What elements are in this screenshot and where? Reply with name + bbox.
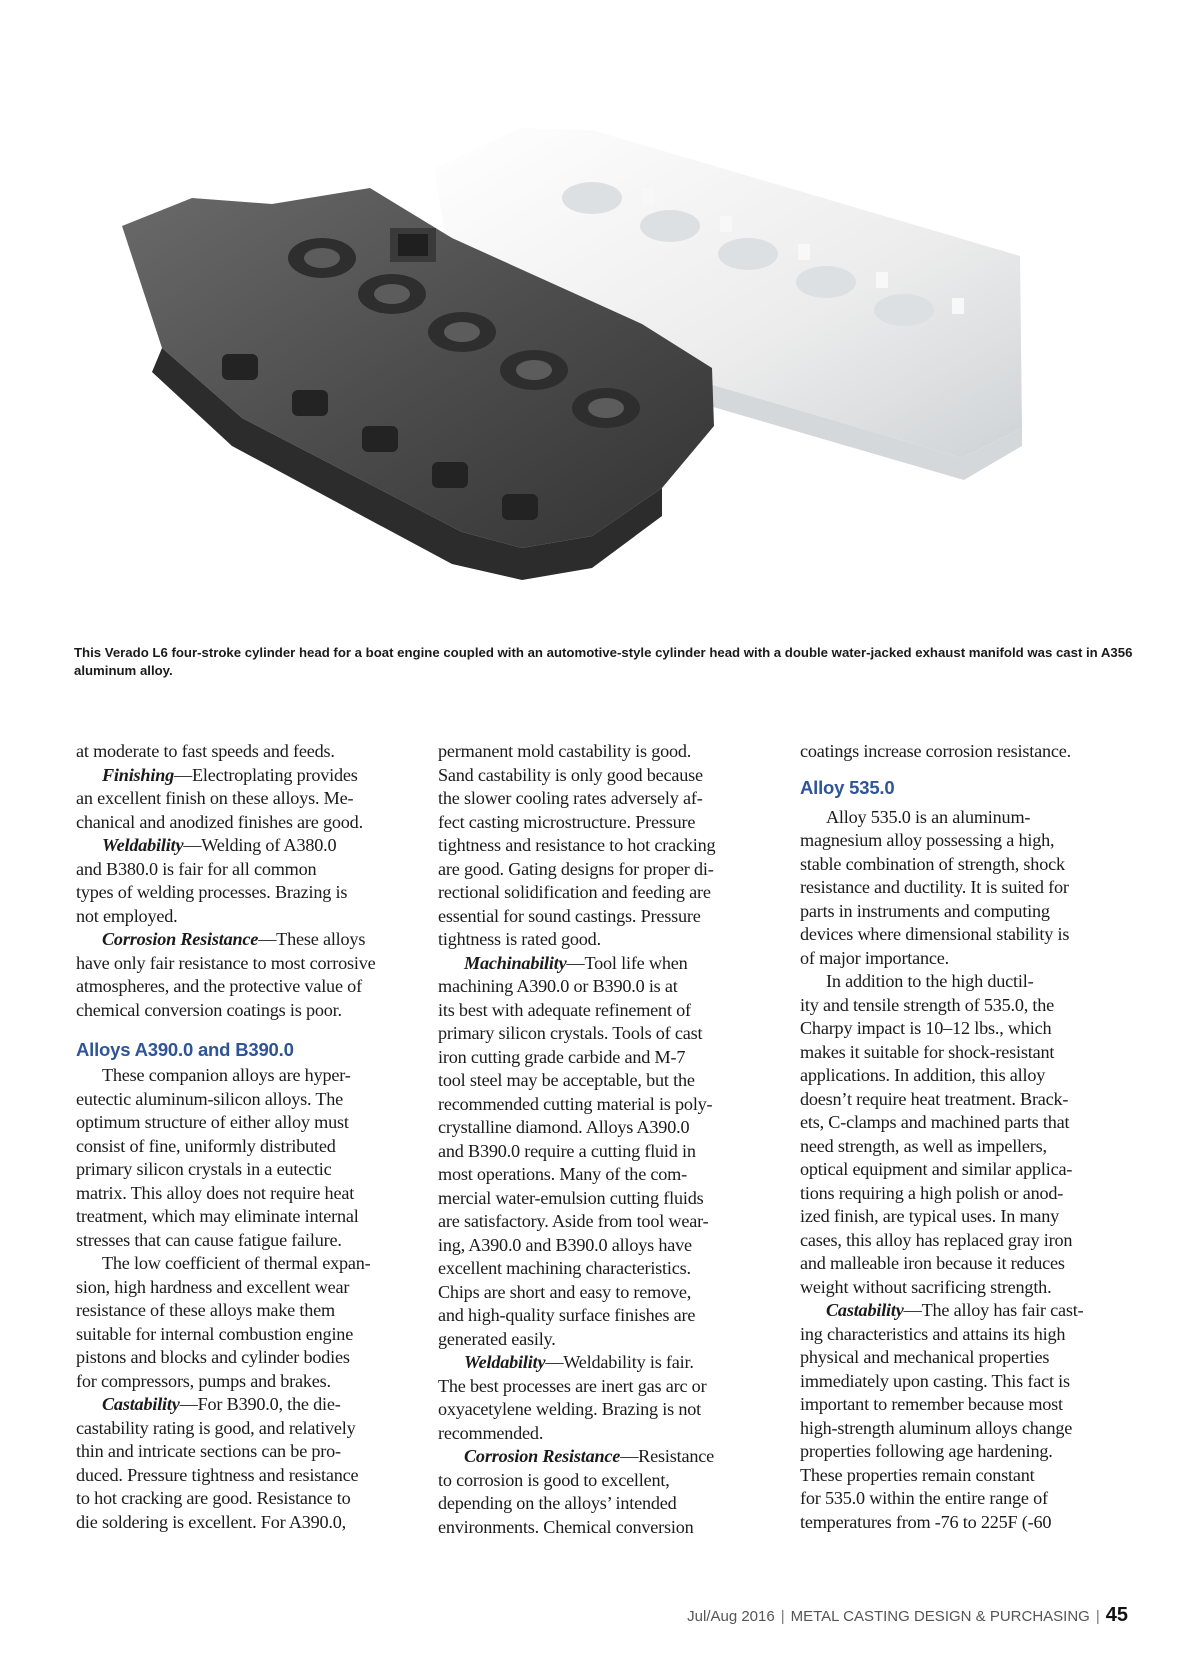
text-line: stable combination of strength, shock xyxy=(800,853,1065,874)
text-line: parts in instruments and computing xyxy=(800,900,1050,921)
text-line: and B380.0 is fair for all common xyxy=(76,858,317,879)
text-line: are satisfactory. Aside from tool wear- xyxy=(438,1211,709,1231)
text-line: Chips are short and easy to remove, xyxy=(438,1281,692,1302)
text-line: Alloy 535.0 is an aluminum- xyxy=(826,806,1031,827)
text-line: sion, high hardness and excellent wear xyxy=(76,1276,350,1297)
text-line: Finishing—Electroplating provides xyxy=(102,764,358,785)
text-line: and B390.0 require a cutting fluid in xyxy=(438,1140,696,1161)
text-line: The best processes are inert gas arc or xyxy=(438,1375,707,1396)
runin-label: Weldability xyxy=(464,1352,546,1372)
paragraph xyxy=(800,806,1130,971)
text-line: physical and mechanical properties xyxy=(800,1347,1050,1367)
text-line: and high-quality surface finishes are xyxy=(438,1305,696,1325)
text-line: an excellent finish on these alloys. Me- xyxy=(76,788,354,808)
text-line: to hot cracking are good. Resistance to xyxy=(76,1488,351,1508)
text-line: ing, A390.0 and B390.0 alloys have xyxy=(438,1234,692,1255)
text-line: ity and tensile strength of 535.0, the xyxy=(800,994,1055,1015)
weldability-paragraph xyxy=(76,834,398,928)
paragraph xyxy=(76,1064,398,1252)
text-line: mercial water-emulsion cutting fluids xyxy=(438,1187,704,1208)
footer-separator: | xyxy=(1095,1608,1100,1625)
text-line: high-strength aluminum alloys change xyxy=(800,1417,1073,1438)
corrosion-paragraph xyxy=(76,928,398,1022)
text-line: need strength, as well as impellers, xyxy=(800,1135,1047,1156)
text-line: Machinability—Tool life when xyxy=(464,952,688,973)
castability-paragraph xyxy=(76,1393,398,1534)
text-line: Charpy impact is 10–12 lbs., which xyxy=(800,1018,1052,1038)
text-line: important to remember because most xyxy=(800,1394,1063,1414)
text-line: and malleable iron because it reduces xyxy=(800,1253,1065,1273)
text-line: environments. Chemical conversion xyxy=(438,1516,694,1537)
text-line: die soldering is excellent. For A390.0, xyxy=(76,1511,347,1532)
text-line: to corrosion is good to excellent, xyxy=(438,1469,670,1490)
text-line: of major importance. xyxy=(800,947,950,968)
text-line: tightness is rated good. xyxy=(438,929,601,949)
page-number: 45 xyxy=(1105,1604,1128,1626)
runin-label: Castability xyxy=(102,1394,180,1414)
text-column-1 xyxy=(76,740,398,1534)
text-line: rectional solidification and feeding are xyxy=(438,882,711,902)
text-line: fect casting microstructure. Pressure xyxy=(438,811,696,832)
runin-label: Weldability xyxy=(102,835,184,855)
section-heading: Alloys A390.0 and B390.0 xyxy=(76,1039,294,1060)
text-line: ing characteristics and attains its high xyxy=(800,1323,1066,1344)
text-line: Corrosion Resistance—Resistance xyxy=(464,1446,714,1466)
text-line: magnesium alloy possessing a high, xyxy=(800,830,1055,850)
text-line: The low coefficient of thermal expan- xyxy=(102,1253,371,1273)
runin-label: Corrosion Resistance xyxy=(464,1446,621,1466)
text-line: ets, C-clamps and machined parts that xyxy=(800,1112,1070,1132)
runin-label: Finishing xyxy=(102,764,175,785)
text-line: devices where dimensional stability is xyxy=(800,924,1070,944)
text-line: types of welding processes. Brazing is xyxy=(76,882,348,902)
text-line: most operations. Many of the com- xyxy=(438,1164,687,1184)
text-line: oxyacetylene welding. Brazing is not xyxy=(438,1399,702,1419)
text-line: doesn’t require heat treatment. Brack- xyxy=(800,1088,1069,1109)
paragraph xyxy=(800,740,1130,764)
text-line: Weldability—Welding of A380.0 xyxy=(102,835,337,855)
text-line: Corrosion Resistance—These alloys xyxy=(102,929,366,949)
text-line: suitable for internal combustion engine xyxy=(76,1323,354,1344)
text-line: depending on the alloys’ intended xyxy=(438,1493,677,1513)
text-line: coatings increase corrosion resistance. xyxy=(800,741,1071,761)
text-line: eutectic aluminum-silicon alloys. The xyxy=(76,1088,344,1109)
text-line: duced. Pressure tightness and resistance xyxy=(76,1464,359,1485)
text-line: matrix. This alloy does not require heat xyxy=(76,1182,355,1203)
text-line: These companion alloys are hyper- xyxy=(102,1065,351,1085)
text-line: thin and intricate sections can be pro- xyxy=(76,1441,341,1461)
text-line: crystalline diamond. Alloys A390.0 xyxy=(438,1117,690,1137)
text-line: Sand castability is only good because xyxy=(438,764,703,785)
text-line: resistance and ductility. It is suited for xyxy=(800,877,1069,897)
text-line: immediately upon casting. This fact is xyxy=(800,1370,1070,1391)
paragraph xyxy=(800,970,1130,1299)
text-line: primary silicon crystals in a eutectic xyxy=(76,1159,332,1179)
text-line: permanent mold castability is good. xyxy=(438,741,692,761)
text-line: Weldability—Weldability is fair. xyxy=(464,1352,694,1372)
text-line: consist of fine, uniformly distributed xyxy=(76,1135,336,1156)
text-line: chemical conversion coatings is poor. xyxy=(76,999,342,1020)
text-line: applications. In addition, this alloy xyxy=(800,1065,1046,1085)
text-line: treatment, which may eliminate internal xyxy=(76,1206,359,1226)
castability-paragraph xyxy=(800,1299,1130,1534)
footer-separator: | xyxy=(780,1608,785,1625)
text-line: essential for sound castings. Pressure xyxy=(438,905,701,926)
runin-label: Castability xyxy=(826,1300,904,1320)
text-line: properties following age hardening. xyxy=(800,1441,1053,1461)
text-line: temperatures from -76 to 225F (-60 xyxy=(800,1511,1052,1532)
text-line: makes it suitable for shock-resistant xyxy=(800,1041,1055,1062)
photo-caption: This Verado L6 four-stroke cylinder head for a boat engine coupled with an automotive-style cylinder head with a double water-jacked exhaust manifold was cast in A356 aluminum alloy. xyxy=(74,645,1133,678)
text-line: Castability—The alloy has fair cast- xyxy=(826,1300,1084,1320)
text-column-3 xyxy=(800,740,1130,1534)
runin-label: Corrosion Resistance xyxy=(102,929,259,949)
text-line: have only fair resistance to most corrosive xyxy=(76,952,376,973)
text-line: tions requiring a high polish or anod- xyxy=(800,1182,1064,1203)
text-line: stresses that can cause fatigue failure. xyxy=(76,1229,342,1250)
text-line: iron cutting grade carbide and M-7 xyxy=(438,1046,686,1067)
text-column-2 xyxy=(438,740,760,1539)
text-line: These properties remain constant xyxy=(800,1464,1035,1485)
text-line: optimum structure of either alloy must xyxy=(76,1112,349,1132)
text-line: optical equipment and similar applica- xyxy=(800,1159,1073,1179)
text-line: for compressors, pumps and brakes. xyxy=(76,1370,331,1391)
text-line: at moderate to fast speeds and feeds. xyxy=(76,741,335,761)
text-line: tool steel may be acceptable, but the xyxy=(438,1070,695,1090)
paragraph xyxy=(76,740,398,764)
section-heading: Alloy 535.0 xyxy=(800,776,895,798)
runin-label: Machinability xyxy=(464,952,567,973)
text-line: tightness and resistance to hot cracking xyxy=(438,835,716,855)
text-line: atmospheres, and the protective value of xyxy=(76,976,362,996)
text-line: its best with adequate refinement of xyxy=(438,999,691,1020)
text-line: machining A390.0 or B390.0 is at xyxy=(438,976,678,996)
paragraph xyxy=(76,1252,398,1393)
text-line: the slower cooling rates adversely af- xyxy=(438,788,703,808)
text-line: excellent machining characteristics. xyxy=(438,1258,691,1278)
text-line: weight without sacrificing strength. xyxy=(800,1276,1052,1297)
text-line: generated easily. xyxy=(438,1328,556,1349)
corrosion-paragraph xyxy=(438,1445,760,1539)
issue-date: Jul/Aug 2016 xyxy=(687,1608,775,1625)
text-line: not employed. xyxy=(76,905,178,926)
finishing-paragraph xyxy=(76,764,398,835)
text-line: recommended cutting material is poly- xyxy=(438,1093,713,1114)
text-line: chanical and anodized finishes are good. xyxy=(76,811,363,832)
machinability-paragraph xyxy=(438,952,760,1352)
text-line: are good. Gating designs for proper di- xyxy=(438,858,714,879)
text-line: primary silicon crystals. Tools of cast xyxy=(438,1023,703,1043)
text-line: ized finish, are typical uses. In many xyxy=(800,1206,1060,1226)
text-line: recommended. xyxy=(438,1422,544,1443)
paragraph xyxy=(438,740,760,952)
page-footer xyxy=(687,1604,1128,1627)
text-line: cases, this alloy has replaced gray iron xyxy=(800,1229,1073,1250)
text-line: Castability—For B390.0, the die- xyxy=(102,1394,341,1414)
weldability-paragraph xyxy=(438,1351,760,1445)
text-line: castability rating is good, and relatively xyxy=(76,1417,356,1438)
cylinder-head-photo xyxy=(122,128,1094,606)
text-line: resistance of these alloys make them xyxy=(76,1300,335,1320)
text-line: In addition to the high ductil- xyxy=(826,971,1034,991)
text-line: for 535.0 within the entire range of xyxy=(800,1488,1048,1508)
text-line: pistons and blocks and cylinder bodies xyxy=(76,1347,350,1367)
publication-name: METAL CASTING DESIGN & PURCHASING xyxy=(790,1608,1090,1625)
